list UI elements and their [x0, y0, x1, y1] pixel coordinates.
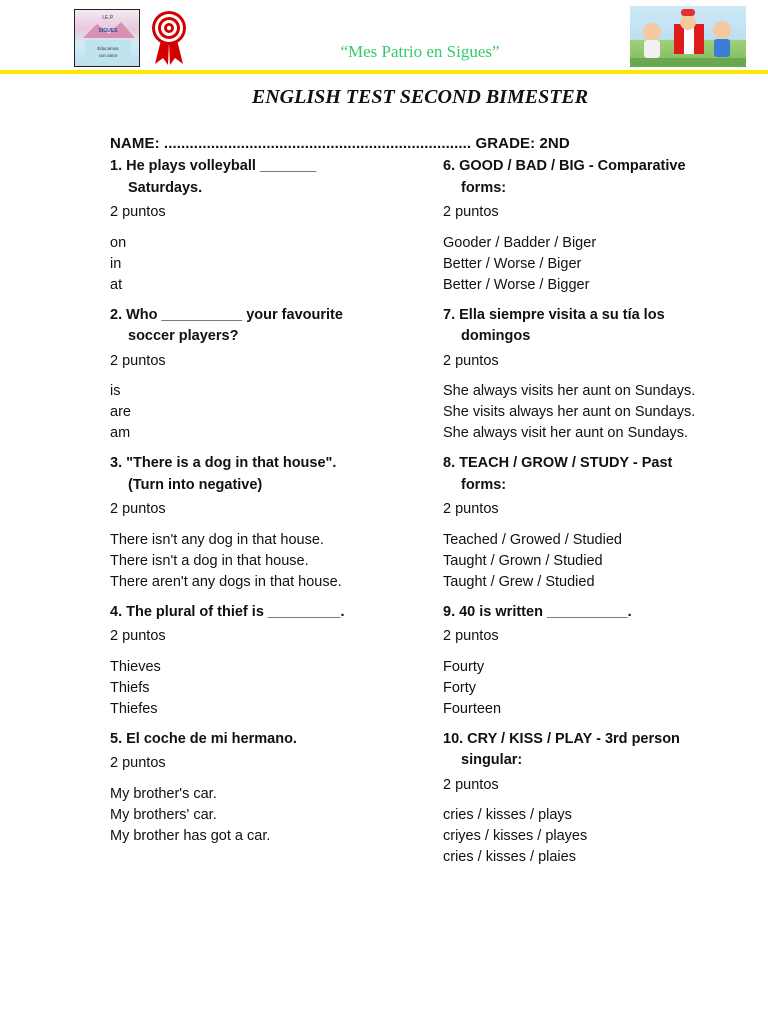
school-motto: “Mes Patrio en Sigues” — [340, 42, 500, 61]
answer-option: My brothers' car. — [110, 806, 217, 823]
question-text-continued: Saturdays. — [128, 179, 203, 196]
answer-option: Gooder / Badder / Biger — [443, 234, 597, 251]
question-points: 2 puntos — [443, 628, 499, 644]
answer-options — [110, 233, 430, 296]
question-block — [443, 453, 743, 593]
answer-option: in — [110, 255, 122, 272]
question-block — [110, 305, 430, 445]
answer-option: cries / kisses / plays — [443, 807, 572, 823]
answer-option: She visits always her aunt on Sundays. — [443, 404, 696, 420]
logo-text-1: I.E.P. — [102, 15, 114, 21]
question-text-continued: soccer players? — [128, 328, 239, 344]
question-text: 1. He plays volleyball _______ — [110, 158, 317, 174]
logo-text-3: Educamos — [97, 46, 119, 51]
question-text: 10. CRY / KISS / PLAY - 3rd person — [443, 730, 680, 747]
answer-options — [443, 657, 743, 720]
answer-option: Fourteen — [443, 700, 502, 717]
question-points: 2 puntos — [110, 628, 166, 644]
answer-options — [110, 657, 430, 720]
answer-options — [443, 805, 743, 868]
answer-options — [110, 381, 430, 444]
logo-text-4: con amor — [98, 53, 118, 58]
answer-option: My brother has got a car. — [110, 827, 271, 844]
answer-options — [443, 381, 743, 444]
document-title: ENGLISH TEST SECOND BIMESTER — [251, 86, 589, 108]
question-block — [443, 602, 743, 720]
answer-option: Forty — [443, 679, 477, 696]
question-text-continued: forms: — [461, 476, 507, 493]
question-points: 2 puntos — [443, 352, 499, 369]
answer-option: on — [110, 234, 127, 251]
answer-option: Thiefs — [110, 679, 150, 696]
answer-option: She always visits her aunt on Sundays. — [443, 383, 696, 399]
question-points: 2 puntos — [443, 501, 499, 517]
question-text: 3. "There is a dog in that house". — [110, 455, 337, 471]
question-text: 7. Ella siempre visita a su tía los — [443, 306, 665, 323]
question-block — [443, 305, 743, 445]
question-block — [110, 156, 430, 296]
question-text: 4. The plural of thief is _________. — [110, 603, 345, 620]
answer-option: She always visit her aunt on Sundays. — [443, 425, 689, 441]
left-question-column — [110, 156, 430, 856]
answer-option: There isn't a dog in that house. — [110, 552, 309, 569]
question-points: 2 puntos — [110, 352, 166, 369]
question-text-continued: singular: — [461, 752, 523, 768]
kids-flag-art — [630, 6, 746, 67]
kids-flag-illustration — [630, 6, 746, 67]
question-points: 2 puntos — [443, 204, 499, 220]
answer-option: My brother's car. — [110, 785, 217, 802]
answer-option: at — [110, 276, 123, 293]
question-text: 8. TEACH / GROW / STUDY - Past — [443, 455, 673, 471]
answer-option: There isn't any dog in that house. — [110, 531, 324, 548]
page-header — [0, 0, 768, 78]
answer-option: are — [110, 404, 131, 420]
name-grade-line: NAME: ........................................................................ GRADE: 2ND — [110, 135, 570, 152]
answer-option: There aren't any dogs in that house. — [110, 573, 342, 590]
logo-text-2: SIGUES — [98, 28, 118, 34]
question-text: 9. 40 is written __________. — [443, 603, 632, 620]
question-points: 2 puntos — [443, 776, 499, 793]
question-block — [110, 602, 430, 720]
answer-option: Better / Worse / Bigger — [443, 276, 590, 293]
header-divider — [0, 70, 768, 74]
answer-option: Taught / Grown / Studied — [443, 552, 603, 569]
answer-option: am — [110, 425, 131, 441]
question-text: 5. El coche de mi hermano. — [110, 730, 297, 747]
answer-option: Better / Worse / Biger — [443, 255, 582, 272]
answer-option: Teached / Growed / Studied — [443, 531, 622, 548]
answer-option: Thieves — [110, 658, 161, 675]
question-block — [110, 453, 430, 593]
question-block — [443, 729, 743, 869]
question-text: 2. Who __________ your favourite — [110, 306, 343, 323]
question-text-continued: forms: — [461, 179, 507, 196]
answer-option: Thiefes — [110, 700, 158, 717]
answer-options — [443, 530, 743, 593]
answer-options — [443, 233, 743, 296]
answer-option: cries / kisses / plaies — [443, 849, 576, 865]
answer-option: Fourty — [443, 658, 485, 675]
question-text: 6. GOOD / BAD / BIG - Comparative — [443, 158, 686, 174]
question-points: 2 puntos — [110, 204, 166, 220]
answer-options — [110, 530, 430, 593]
answer-option: Taught / Grew / Studied — [443, 573, 595, 590]
question-text-continued: (Turn into negative) — [128, 476, 263, 493]
answer-options — [110, 784, 430, 847]
question-points: 2 puntos — [110, 501, 166, 517]
right-question-column — [443, 156, 743, 877]
answer-option: criyes / kisses / playes — [443, 828, 588, 844]
question-text-continued: domingos — [461, 328, 531, 344]
question-points: 2 puntos — [110, 755, 166, 771]
question-block — [443, 156, 743, 296]
answer-option: is — [110, 383, 121, 399]
question-block — [110, 729, 430, 847]
